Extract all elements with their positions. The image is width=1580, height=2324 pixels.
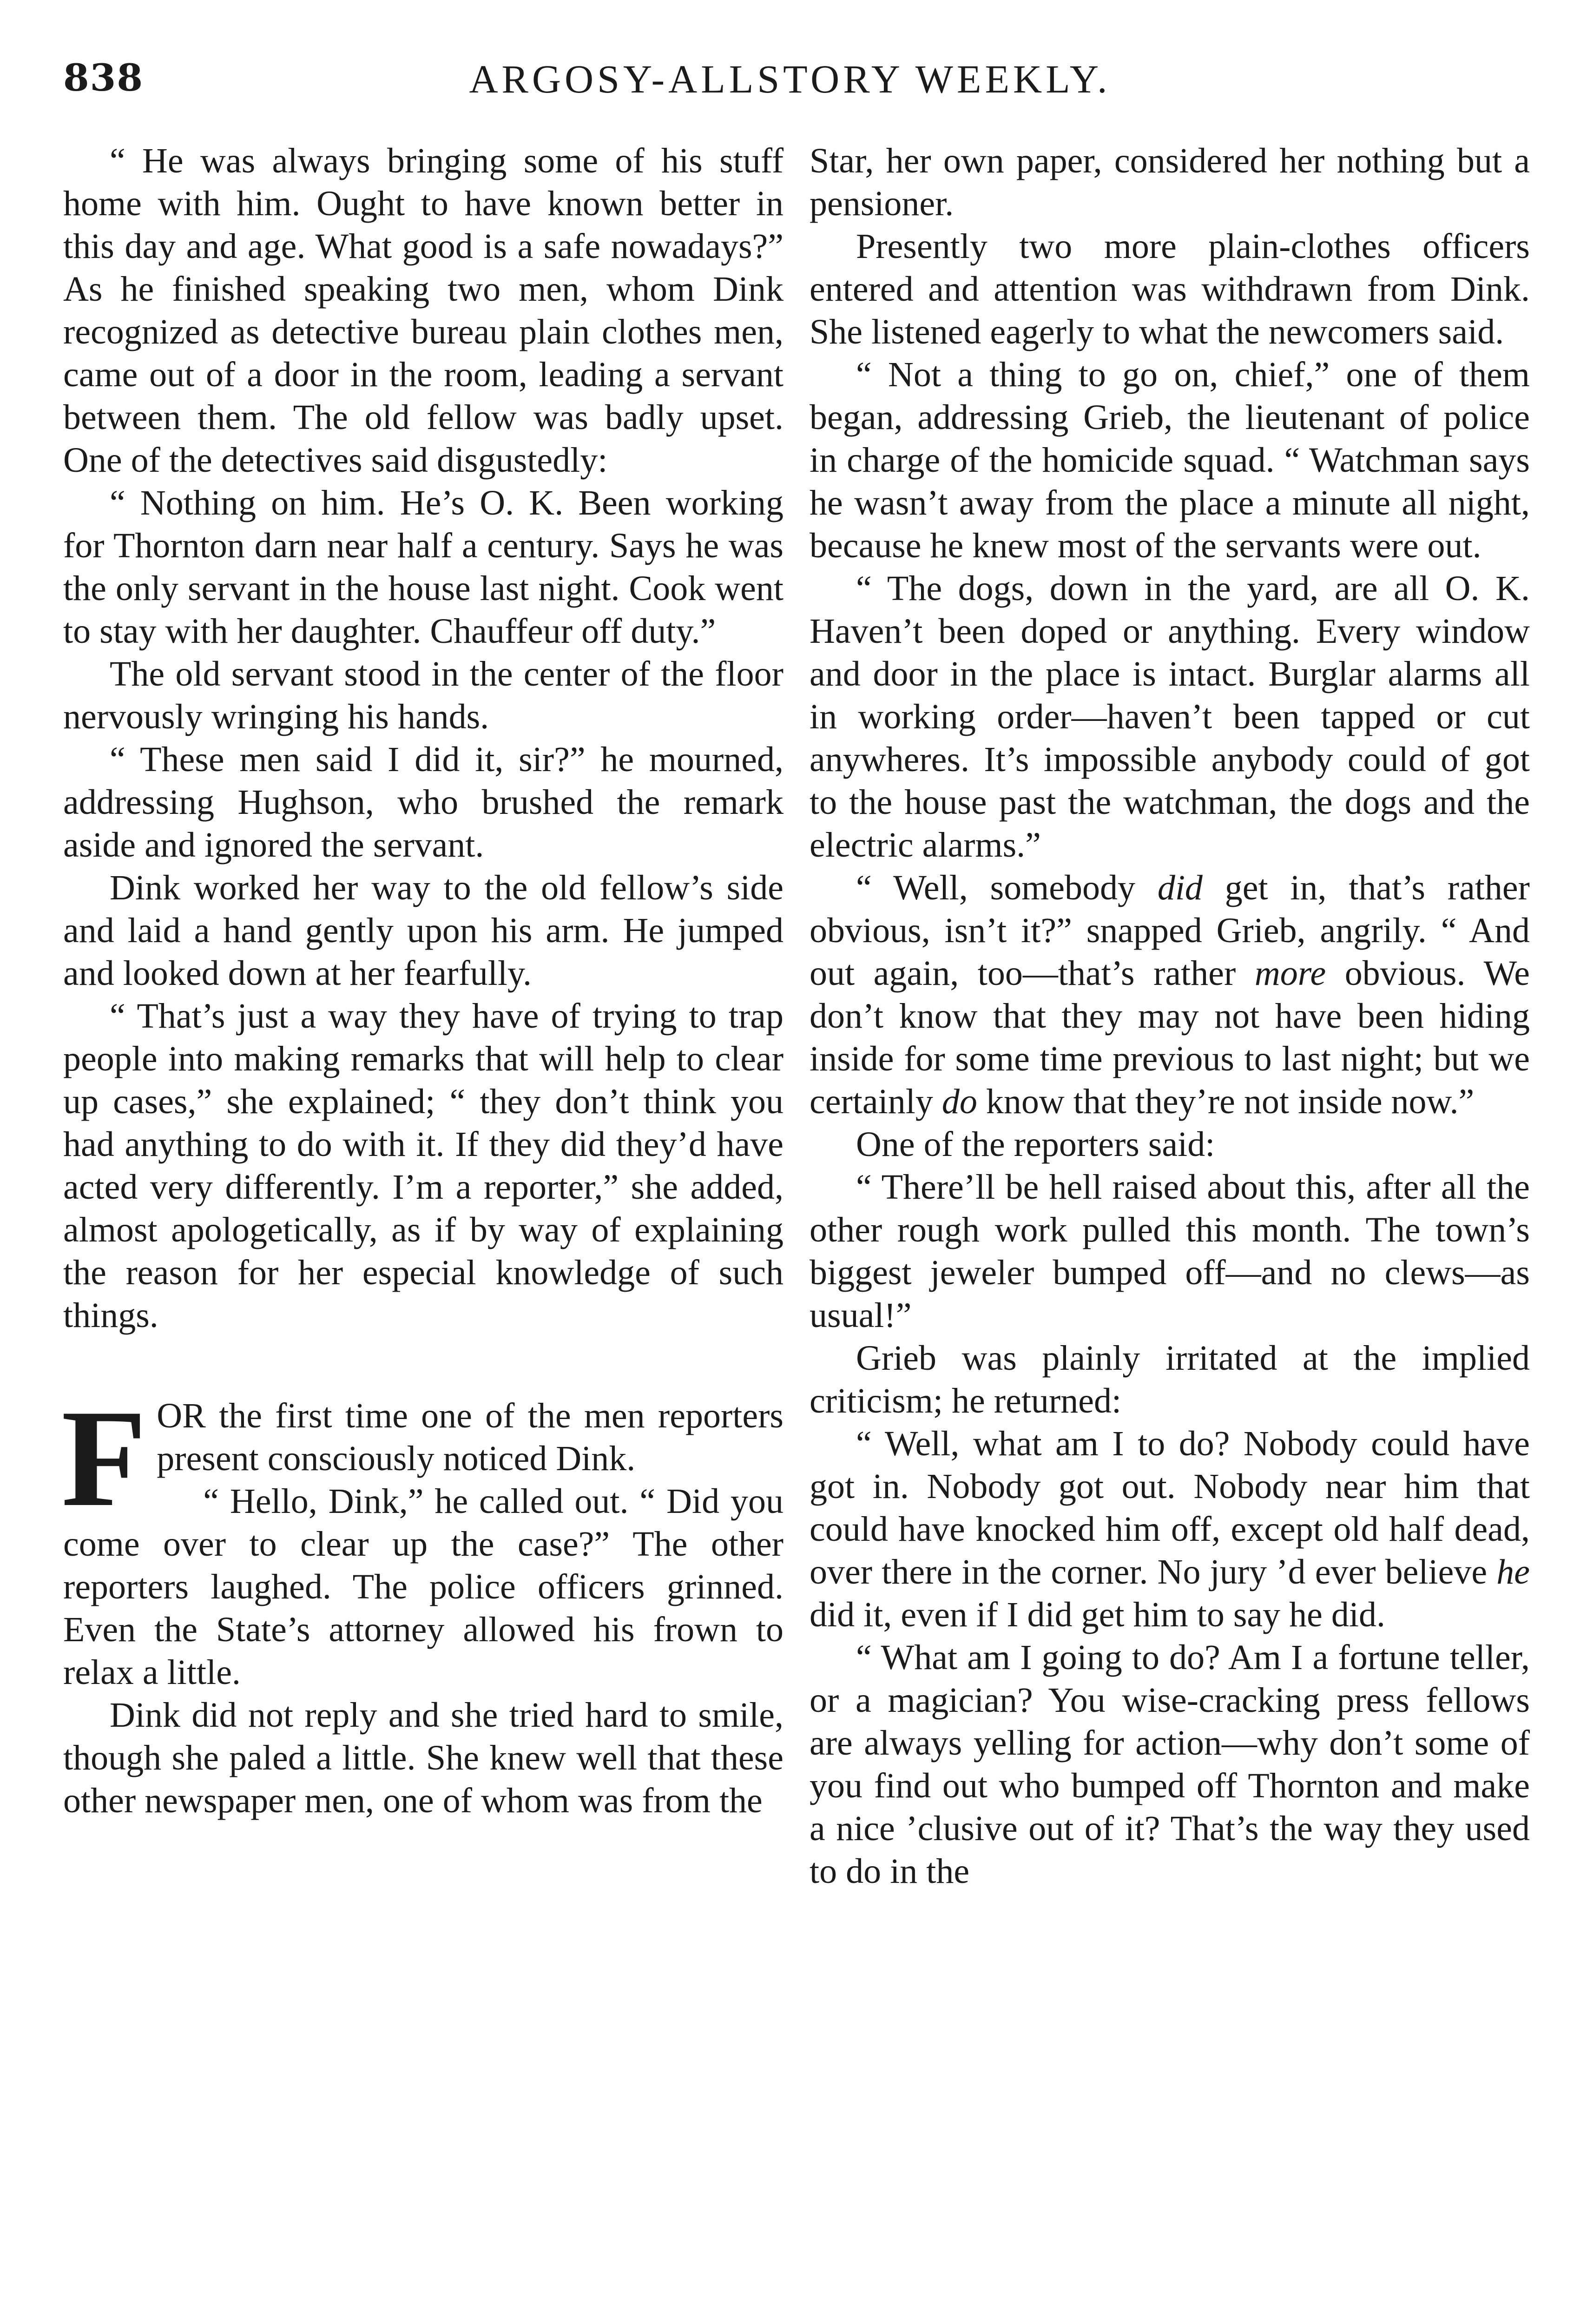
page-number: 838	[63, 56, 144, 99]
paragraph: “ Nothing on him. He’s O. K. Been working for Thornton darn near half a century. Says he was the only servant in the house last night. Cook went to stay with her daughter. Chauffeur off duty.”	[63, 483, 783, 651]
paragraph: “ What am I going to do? Am I a fortune teller, or a magician? You wise-cracking press fellows are always yelling for action—why don’t some of you find out who bumped off Thornton and make a nice ’clusive out of it? That’s the way they used to do in the	[810, 1638, 1530, 1891]
left-column	[63, 139, 783, 2324]
paragraph: Dink did not reply and she tried hard to smile, though she paled a little. She knew well that these other newspaper men, one of whom was from the	[63, 1696, 783, 1820]
running-title: ARGOSY-ALLSTORY WEEKLY.	[469, 57, 1111, 101]
paragraph: One of the reporters said:	[856, 1125, 1215, 1164]
right-column	[810, 139, 1530, 2324]
text-run: obvious. We don’t know that they may not have been hiding inside for some time previous to last night; but we certainly	[810, 954, 1530, 1121]
paragraph: “ These men said I did it, sir?” he mourned, addressing Hughson, who brushed the remark aside and ignored the servant.	[63, 740, 783, 865]
paragraph: “ There’ll be hell raised about this, after all the other rough work pulled this month. The town’s biggest jeweler bumped off—and no clews—as usual!”	[810, 1168, 1530, 1335]
emphasis: do	[941, 1082, 977, 1121]
paragraph: “ Hello, Dink,” he called out. “ Did you come over to clear up the case?” The other reporters laughed. The police officers grinned. Even the State’s attorney allowed his frown to relax a little.	[63, 1482, 783, 1692]
paragraph: The old servant stood in the center of the floor nervously wringing his hands.	[63, 654, 783, 736]
paragraph: “ That’s just a way they have of trying to trap people into making remarks that will help to clear up cases,” she explained; “ they don’t think you had anything to do with it. If they did they’d have acted very differently. I’m a reporter,” she added, almost apologetically, as if by way of explaining the reason for her especial knowledge of such things.	[63, 997, 783, 1335]
paragraph: “ Not a thing to go on, chief,” one of them began, addressing Grieb, the lieutenant of police in charge of the homicide squad. “ Watchman says he wasn’t away from the place a minute all night, because he knew most of the servants were out.	[810, 355, 1530, 565]
paragraph: “ He was always bringing some of his stuff home with him. Ought to have known better in this day and age. What good is a safe nowadays?” As he finished speaking two men, whom Dink recognized as detective bureau plain clothes men, came out of a door in the room, leading a servant between them. The old fellow was badly upset. One of the detectives said disgustedly:	[63, 141, 783, 480]
text-run: did it, even if I did get him to say he did.	[810, 1595, 1386, 1634]
paragraph	[810, 1422, 1530, 1636]
text-run: “ Well, what am I to do? Nobody could have got in. Nobody got out. Nobody near him that could have knocked him off, except old half dead, over there in the corner. No jury ’d ever believe	[810, 1424, 1530, 1591]
page-header	[63, 56, 1517, 112]
text-run: get in, that’s rather obvious, isn’t it?” snapped Grieb, angrily. “ And out again, too—that’s rather	[810, 868, 1530, 993]
emphasis: more	[1254, 954, 1326, 993]
text-run: “ Well, somebody	[856, 868, 1158, 907]
paragraph: Dink worked her way to the old fellow’s side and laid a hand gently upon his arm. He jumped and looked down at her fearfully.	[63, 868, 783, 993]
continued-paragraph: Star, her own paper, considered her nothing but a pensioner.	[810, 141, 1530, 223]
paragraph: Presently two more plain-clothes officers entered and attention was withdrawn from Dink. She listened eagerly to what the newcomers said.	[810, 227, 1530, 351]
section-opening-paragraph	[61, 1381, 783, 1535]
paragraph	[810, 866, 1530, 1123]
drop-cap: F	[61, 1381, 147, 1535]
text-run: know that they’re not inside now.”	[977, 1082, 1475, 1121]
paragraph: Grieb was plainly irritated at the implied criticism; he returned:	[810, 1339, 1530, 1420]
emphasis: he	[1496, 1552, 1530, 1591]
section-opening-text: OR the first time one of the men reporters present consciously noticed Dink.	[157, 1396, 783, 1478]
paragraph: “ The dogs, down in the yard, are all O. K. Haven’t been doped or anything. Every window and door in the place is intact. Burglar alarms all in working order—haven’t been tapped or cut anywheres. It’s impossible anybody could of got to the house past the watchman, the dogs and the electric alarms.”	[810, 569, 1530, 865]
emphasis: did	[1157, 868, 1203, 907]
